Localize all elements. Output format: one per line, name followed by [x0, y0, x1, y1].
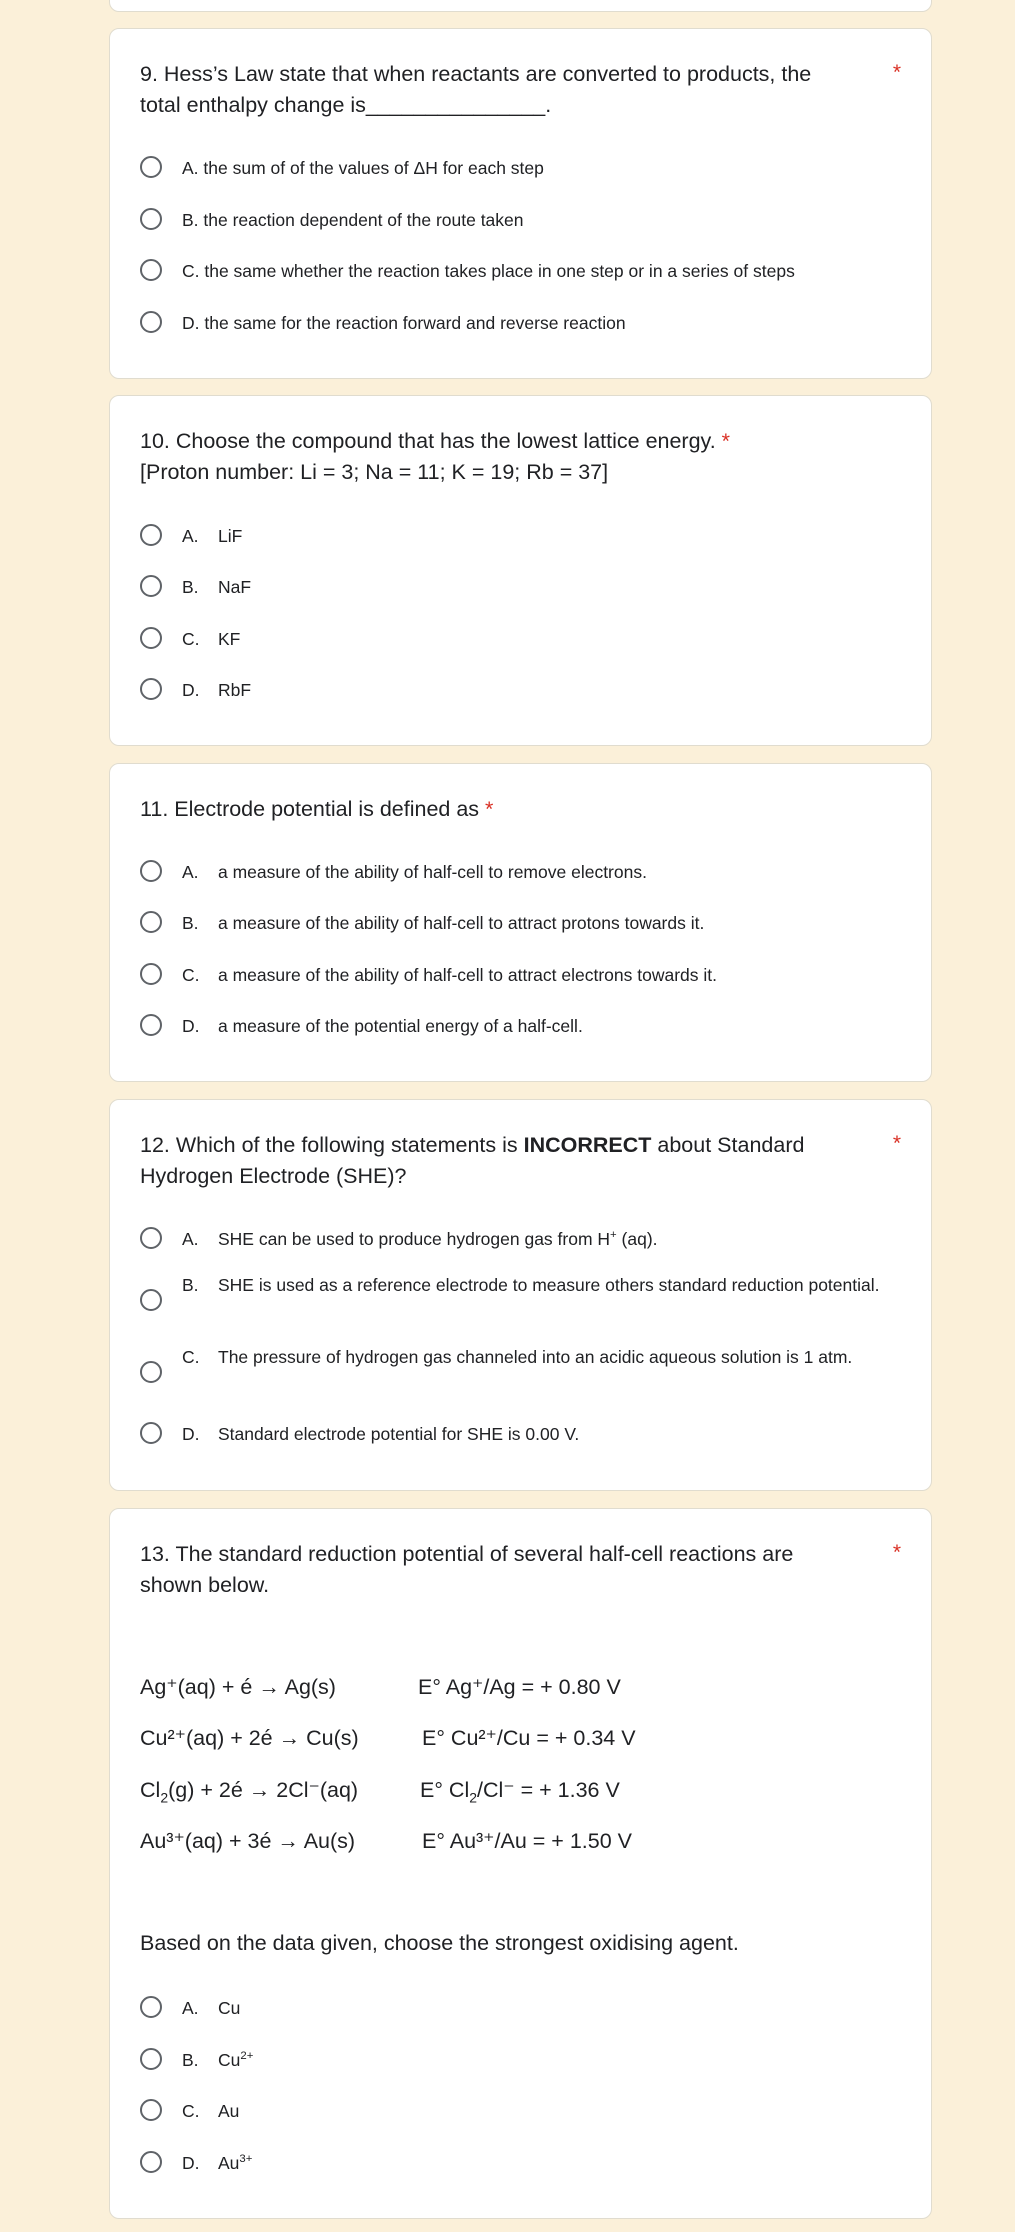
reaction: Ag⁺(aq) + é → Ag(s) [140, 1675, 336, 1699]
required-asterisk: * [485, 797, 494, 821]
option-label: A. a measure of the ability of half-cell to remove electrons. [182, 862, 647, 882]
option-label: B. NaF [182, 577, 252, 597]
option-label: A. SHE can be used to produce hydrogen gas from H+ (aq). [182, 1229, 658, 1249]
radio-button[interactable] [140, 627, 162, 649]
question-card-11 [109, 763, 932, 1082]
reaction: Cu²⁺(aq) + 2é → Cu(s) [140, 1726, 359, 1750]
option-label: D. RbF [182, 680, 252, 700]
option-label: B. $Cu^{2+}$ [182, 2050, 254, 2070]
option-label: C. a measure of the ability of half-cell to attract electrons towards it. [182, 965, 717, 985]
required-asterisk: * [892, 61, 901, 84]
radio-button[interactable] [140, 208, 162, 230]
question-prompt: Based on the data given, choose the strongest oxidising agent. [140, 1931, 739, 1955]
radio-button[interactable] [140, 1361, 162, 1383]
question-card-13 [109, 1508, 932, 2219]
electrode-potential: E° Cu²⁺/Cu = + 0.34 V [422, 1726, 636, 1750]
equation-row [140, 1672, 621, 1702]
radio-button[interactable] [140, 311, 162, 333]
option-label: D. $Au^{3+}$ [182, 2153, 253, 2173]
electrode-potential: E° Au³⁺/Au = + 1.50 V [422, 1829, 632, 1853]
option-label: B. a measure of the ability of half-cell to attract protons towards it. [182, 913, 705, 933]
radio-button[interactable] [140, 156, 162, 178]
option-label: A. Cu [182, 1998, 241, 2018]
option-label: B. the reaction dependent of the route taken [182, 210, 524, 230]
option-label: D. the same for the reaction forward and reverse reaction [182, 313, 626, 333]
equation-row [140, 1826, 632, 1856]
radio-button[interactable] [140, 1227, 162, 1249]
option-label: A. the sum of of the values of ΔH for each step [182, 158, 544, 178]
radio-button[interactable] [140, 1289, 162, 1311]
equation-row [140, 1775, 620, 1806]
question-card-12 [109, 1099, 932, 1491]
radio-button[interactable] [140, 1014, 162, 1036]
question-card-10 [109, 395, 932, 746]
question-title: 10. Choose the compound that has the lowest lattice energy. * [Proton number: Li = 3; Na = 11; K = 19; Rb = 37] [140, 429, 731, 484]
option-label: D. Standard electrode potential for SHE is 0.00 V. [182, 1424, 580, 1444]
equation-row [140, 1723, 636, 1753]
radio-button[interactable] [140, 575, 162, 597]
electrode-potential: E° Ag⁺/Ag = + 0.80 V [418, 1675, 621, 1699]
radio-button[interactable] [140, 2099, 162, 2121]
option-label: A. LiF [182, 526, 243, 546]
reaction: $Cl_2(g)$ + 2é → 2Cl⁻(aq) [140, 1778, 359, 1806]
question-title: 12. Which of the following statements is INCORRECT about Standard Hydrogen Electrode (SHE)? [140, 1133, 805, 1188]
radio-button[interactable] [140, 2048, 162, 2070]
reaction: Au³⁺(aq) + 3é → Au(s) [140, 1829, 356, 1853]
radio-button[interactable] [140, 860, 162, 882]
option-label: C. the same whether the reaction takes place in one step or in a series of steps [182, 261, 795, 281]
option-label: B. SHE is used as a reference electrode to measure others standard reduction potential. [182, 1275, 880, 1295]
radio-button[interactable] [140, 2151, 162, 2173]
previous-question-card [109, 0, 932, 12]
required-asterisk: * [892, 1541, 901, 1564]
required-asterisk: * [892, 1132, 901, 1155]
radio-button[interactable] [140, 1996, 162, 2018]
electrode-potential: E° $Cl_2/Cl^-$ = + 1.36 V [420, 1778, 620, 1806]
radio-button[interactable] [140, 1422, 162, 1444]
required-asterisk: * [721, 429, 731, 453]
question-card-9 [109, 28, 932, 379]
radio-button[interactable] [140, 963, 162, 985]
radio-button[interactable] [140, 911, 162, 933]
option-label: C. The pressure of hydrogen gas channeled into an acidic aqueous solution is 1 atm. [182, 1347, 853, 1367]
question-title: 9. Hess’s Law state that when reactants are converted to products, the total enthalpy change is_______________. [140, 62, 812, 117]
radio-button[interactable] [140, 678, 162, 700]
radio-button[interactable] [140, 524, 162, 546]
question-title: 13. The standard reduction potential of several half-cell reactions are shown below. [140, 1542, 794, 1597]
radio-button[interactable] [140, 259, 162, 281]
option-label: C. Au [182, 2101, 240, 2121]
option-label: D. a measure of the potential energy of a half-cell. [182, 1016, 583, 1036]
question-title: 11. Electrode potential is defined as * [140, 797, 494, 821]
option-label: C. KF [182, 629, 241, 649]
